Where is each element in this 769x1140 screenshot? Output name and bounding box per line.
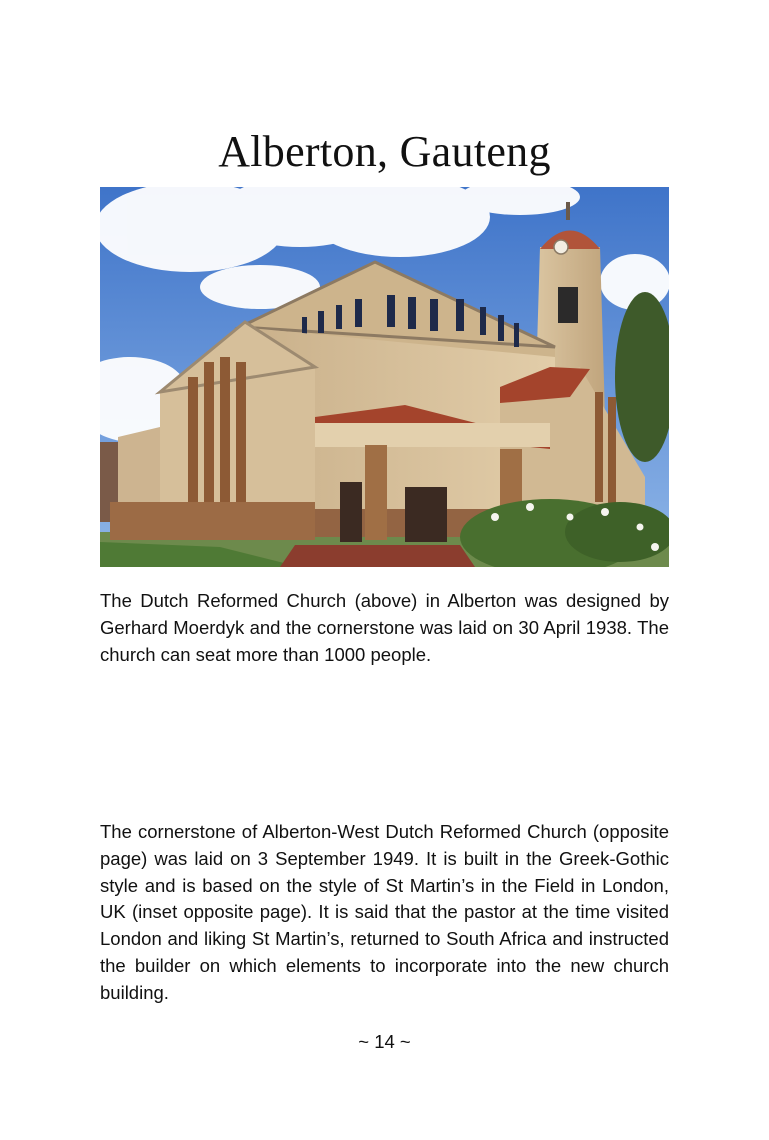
page-title: Alberton, Gauteng [218,127,551,176]
church-photo [100,187,669,567]
page-number: ~ 14 ~ [358,1031,411,1052]
photo-caption: The Dutch Reformed Church (above) in Alberton was designed by Gerhard Moerdyk and the cornerstone was laid on 30 April 1938. The church can seat more than 1000 people. [100,590,669,665]
body-paragraph: The cornerstone of Alberton-West Dutch Reformed Church (opposite page) was laid on 3 September 1949. It is built in the Greek-Gothic style and is based on the style of St Martin’s in the Field in London, UK (inset opposite page). It is said that the pastor at the time visited London and liking St Martin’s, returned to South Africa and instructed the builder on which elements to incorporate into the new church building. [100,821,669,1003]
